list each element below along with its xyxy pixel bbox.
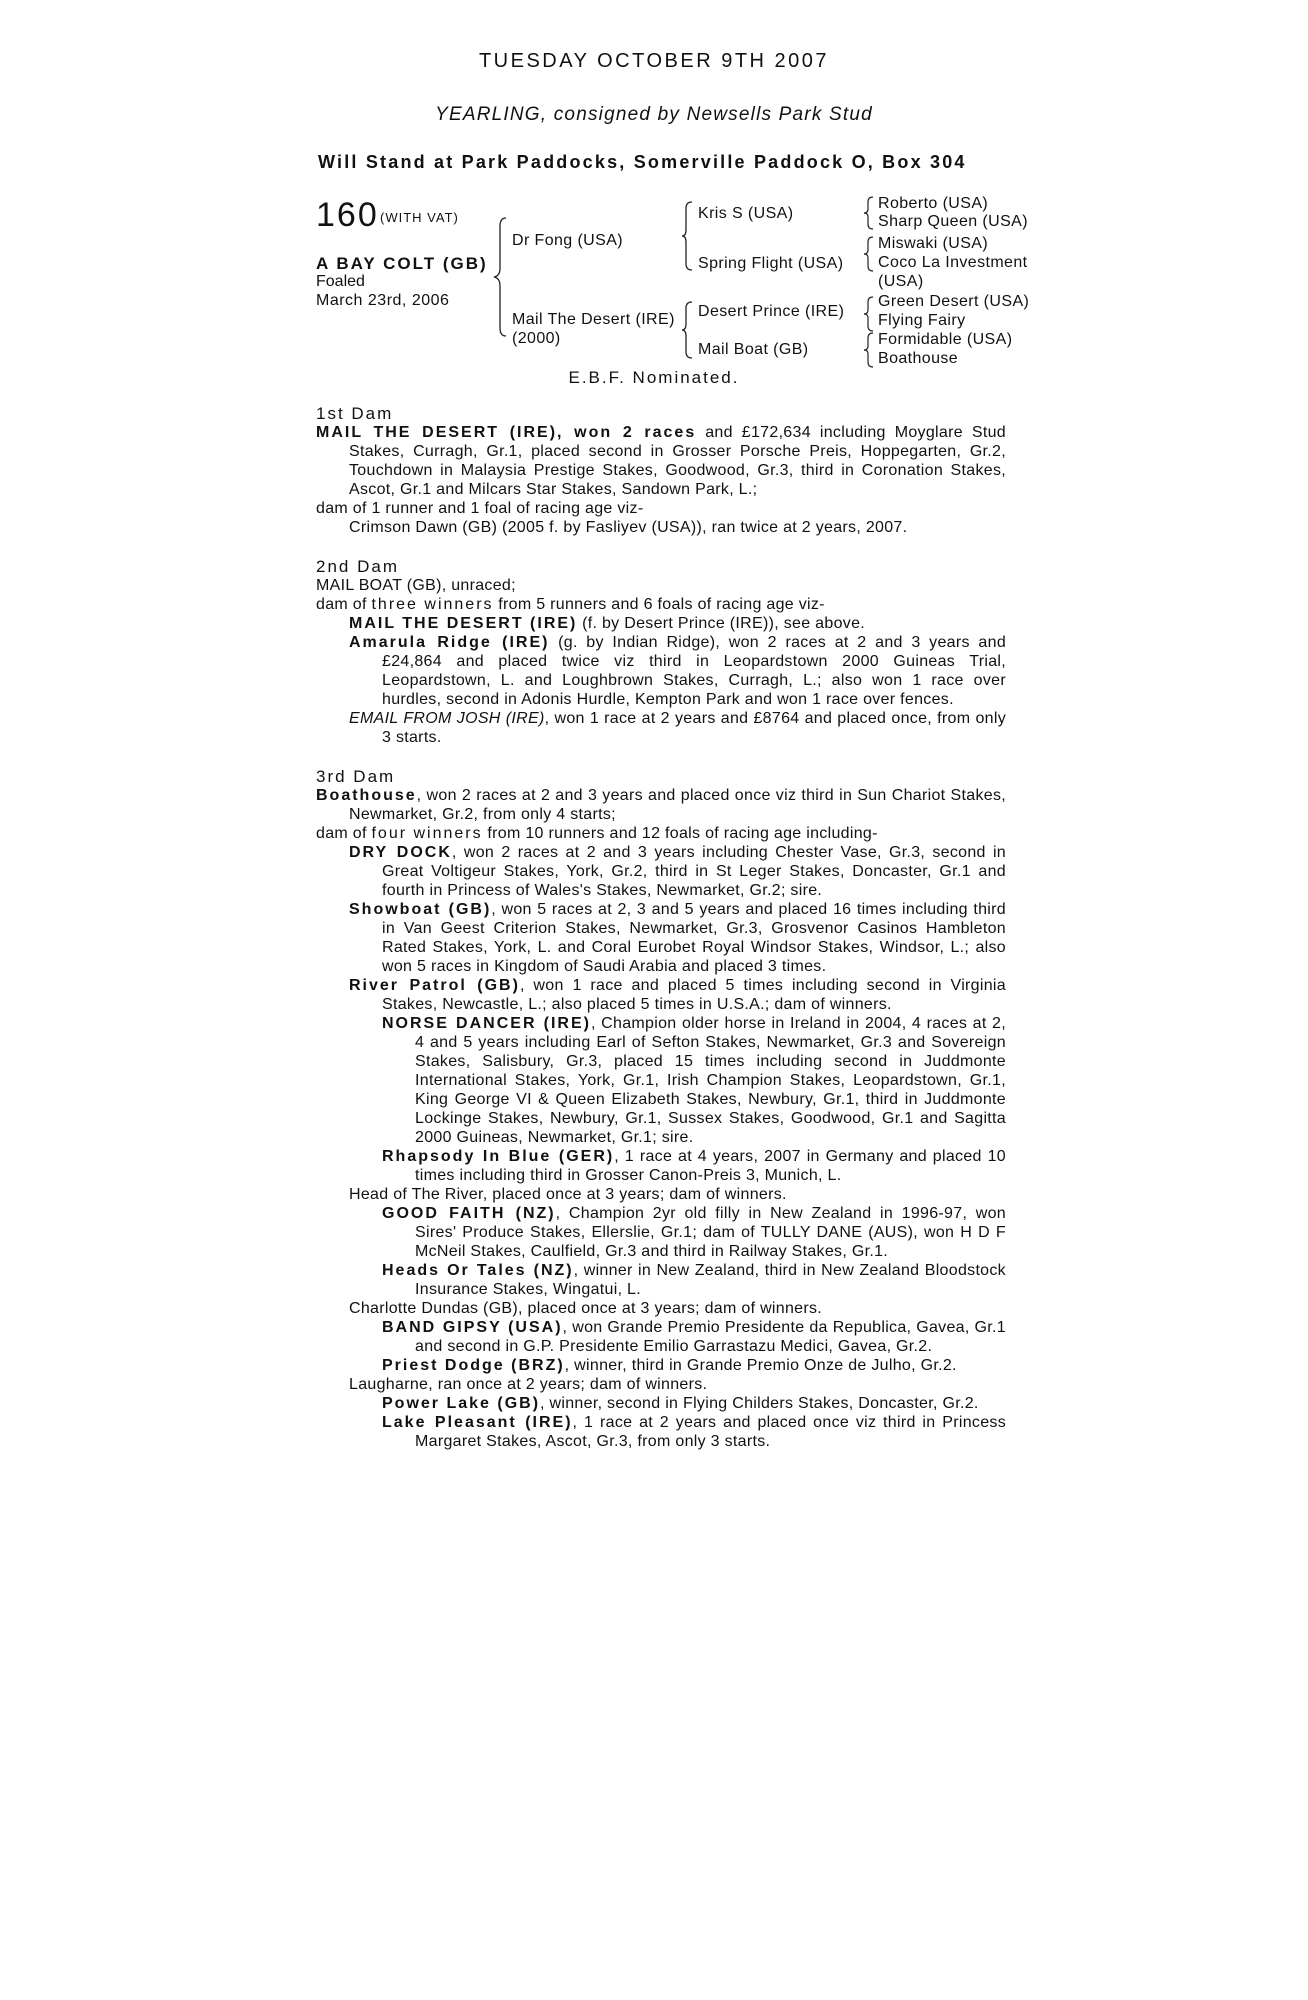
produce-text: (f. by Desert Prince (IRE)), see above. bbox=[577, 615, 866, 632]
granddam-3: Flying Fairy bbox=[878, 312, 966, 329]
list-item bbox=[316, 1261, 1006, 1299]
produce-name: NORSE DANCER (IRE) bbox=[382, 1015, 591, 1032]
produce-suffix: from 10 runners and 12 foals of racing age including- bbox=[482, 825, 878, 842]
first-dam-record bbox=[316, 423, 1006, 499]
third-dam-text: , won 2 races at 2 and 3 years and placed once viz third in Sun Chariot Stakes, Newmarket, Gr.2, from only 4 starts; bbox=[349, 787, 1006, 823]
dam-dam: Mail Boat (GB) bbox=[698, 341, 809, 358]
horse-description: A BAY COLT (GB) bbox=[316, 254, 488, 273]
produce-text: , won 1 race and placed 5 times including second in Virginia Stakes, Newcastle, L.; also placed 5 times in U.S.A.; dam of winners. bbox=[382, 977, 1006, 1013]
pedigree-brace-dam bbox=[680, 300, 696, 360]
third-dam-record bbox=[316, 786, 1006, 824]
dam-sire: Desert Prince (IRE) bbox=[698, 303, 845, 320]
first-dam-produce: Crimson Dawn (GB) (2005 f. by Fasliyev (USA)), ran twice at 2 years, 2007. bbox=[349, 519, 908, 536]
produce-text: , won 1 race at 2 years and £8764 and placed once, from only 3 starts. bbox=[382, 710, 1007, 746]
produce-name: EMAIL FROM JOSH (IRE) bbox=[349, 710, 545, 727]
lot-number: 160 bbox=[316, 196, 379, 234]
second-dam-record: MAIL BOAT (GB), unraced; bbox=[316, 577, 516, 594]
second-dam-heading: 2nd Dam bbox=[316, 557, 399, 576]
list-item bbox=[316, 900, 1006, 976]
grandsire-4: Formidable (USA) bbox=[878, 331, 1013, 348]
list-item bbox=[316, 614, 1006, 633]
produce-text: , 1 race at 4 years, 2007 in Germany and placed 10 times including third in Grosser Canon-Preis 3, Munich, L. bbox=[415, 1148, 1006, 1184]
third-dam-name: Boathouse bbox=[316, 787, 417, 804]
winner-count: three winners bbox=[371, 596, 494, 613]
foaled-date: March 23rd, 2006 bbox=[316, 292, 450, 309]
dam-year: (2000) bbox=[512, 330, 561, 347]
winner-count: four winners bbox=[371, 825, 483, 842]
list-item bbox=[316, 1356, 1006, 1375]
first-dam-text: and £172,634 including Moyglare Stud Stakes, Curragh, Gr.1, placed second in Grosser Porsche Preis, Hoppegarten, Gr.2, Touchdown in Malaysia Prestige Stakes, Goodwood, Gr.3, third in Coronation Stakes, Ascot, Gr.1 and Milcars Star Stakes, Sandown Park, L.; bbox=[349, 424, 1006, 498]
produce-name: GOOD FAITH (NZ) bbox=[382, 1205, 556, 1222]
produce-name: MAIL THE DESERT (IRE) bbox=[349, 615, 578, 632]
sire-dam: Spring Flight (USA) bbox=[698, 255, 844, 272]
pedigree-brace-g2 bbox=[862, 236, 876, 272]
produce-text: , winner, third in Grande Premio Onze de Julho, Gr.2. bbox=[564, 1357, 957, 1374]
pedigree-brace-sire bbox=[680, 200, 696, 272]
dam: Mail The Desert (IRE) bbox=[512, 311, 675, 328]
consignor-line: YEARLING, consigned by Newsells Park Stud bbox=[435, 104, 873, 125]
grandsire-2: Miswaki (USA) bbox=[878, 235, 989, 252]
third-dam-heading: 3rd Dam bbox=[316, 767, 396, 786]
list-item bbox=[316, 1014, 1006, 1147]
catalogue-body bbox=[316, 404, 1006, 1451]
first-dam-heading: 1st Dam bbox=[316, 404, 394, 423]
produce-text: Laugharne, ran once at 2 years; dam of winners. bbox=[349, 1376, 708, 1393]
vat-note: (WITH VAT) bbox=[380, 210, 459, 225]
produce-name: Power Lake (GB) bbox=[382, 1395, 541, 1412]
produce-text: , won Grande Premio Presidente da Republica, Gavea, Gr.1 and second in G.P. Presidente Emilio Garrastazu Medici, Gavea, Gr.2. bbox=[415, 1319, 1006, 1355]
pedigree-brace-main bbox=[492, 216, 512, 338]
list-item bbox=[316, 1185, 1006, 1204]
produce-name: Rhapsody In Blue (GER) bbox=[382, 1148, 615, 1165]
list-item bbox=[316, 1204, 1006, 1261]
list-item bbox=[316, 1318, 1006, 1356]
produce-name: Lake Pleasant (IRE) bbox=[382, 1414, 573, 1431]
produce-name: Heads Or Tales (NZ) bbox=[382, 1262, 574, 1279]
third-dam-produce-line bbox=[316, 824, 1006, 843]
granddam-2: Coco La Investment bbox=[878, 254, 1028, 271]
produce-prefix: dam of bbox=[316, 825, 372, 842]
granddam-1: Sharp Queen (USA) bbox=[878, 213, 1028, 230]
list-item bbox=[316, 633, 1006, 709]
produce-text: , 1 race at 2 years and placed once viz third in Princess Margaret Stakes, Ascot, Gr.3, from only 3 starts. bbox=[415, 1414, 1006, 1450]
produce-name: DRY DOCK bbox=[349, 844, 452, 861]
produce-text: Head of The River, placed once at 3 years; dam of winners. bbox=[349, 1186, 787, 1203]
pedigree-brace-g4 bbox=[862, 332, 876, 368]
granddam-4: Boathouse bbox=[878, 350, 959, 367]
produce-text: , winner in New Zealand, third in New Zealand Bloodstock Insurance Stakes, Wingatui, L. bbox=[415, 1262, 1006, 1298]
produce-name: Priest Dodge (BRZ) bbox=[382, 1357, 565, 1374]
produce-text: , winner, second in Flying Childers Stakes, Doncaster, Gr.2. bbox=[540, 1395, 979, 1412]
sire: Dr Fong (USA) bbox=[512, 232, 623, 249]
list-item bbox=[316, 1147, 1006, 1185]
produce-text: Charlotte Dundas (GB), placed once at 3 years; dam of winners. bbox=[349, 1300, 823, 1317]
produce-text: , Champion older horse in Ireland in 2004, 4 races at 2, 4 and 5 years including Earl of Sefton Stakes, Newmarket, Gr.3 and Sovereign Stakes, Salisbury, Gr.3, placed 15 times including second in Juddmonte International Stakes, York, Gr.1, Irish Champion Stakes, Leopardstown, Gr.1, King George VI & Queen Elizabeth Stakes, Newbury, Gr.1, third in Juddmonte Lockinge Stakes, Newbury, Gr.1, Sussex Stakes, Goodwood, Gr.1 and Sagitta 2000 Guineas, Newmarket, Gr.1; sire. bbox=[415, 1015, 1006, 1146]
grandsire-1: Roberto (USA) bbox=[878, 195, 989, 212]
third-dam-produce-list bbox=[316, 843, 1006, 1451]
produce-name: BAND GIPSY (USA) bbox=[382, 1319, 563, 1336]
list-item bbox=[316, 1413, 1006, 1451]
list-item bbox=[316, 1299, 1006, 1318]
first-dam-name: MAIL THE DESERT (IRE), won 2 races bbox=[316, 424, 697, 441]
pedigree-brace-g3 bbox=[862, 296, 876, 332]
produce-text: , Champion 2yr old filly in New Zealand in 1996-97, won Sires' Produce Stakes, Ellerslie, Gr.1; dam of TULLY DANE (AUS), won H D F McNeil Stakes, Caulfield, Gr.3 and third in Railway Stakes, Gr.1. bbox=[415, 1205, 1006, 1260]
second-dam-produce-line bbox=[316, 595, 1006, 614]
sale-date: TUESDAY OCTOBER 9TH 2007 bbox=[478, 50, 830, 72]
ebf-nominated: E.B.F. Nominated. bbox=[568, 368, 740, 387]
grandsire-3: Green Desert (USA) bbox=[878, 293, 1030, 310]
produce-name: Amarula Ridge (IRE) bbox=[349, 634, 550, 651]
list-item bbox=[316, 843, 1006, 900]
pedigree-brace-g1 bbox=[862, 196, 876, 230]
produce-prefix: dam of bbox=[316, 596, 372, 613]
stabling-location: Will Stand at Park Paddocks, Somerville Paddock O, Box 304 bbox=[318, 152, 967, 172]
list-item bbox=[316, 1394, 1006, 1413]
first-dam-produce-line: dam of 1 runner and 1 foal of racing age viz- bbox=[316, 500, 644, 517]
granddam-2-country: (USA) bbox=[878, 273, 924, 290]
produce-name: River Patrol (GB) bbox=[349, 977, 520, 994]
produce-name: Showboat (GB) bbox=[349, 901, 492, 918]
list-item bbox=[316, 976, 1006, 1014]
produce-text: , won 5 races at 2, 3 and 5 years and placed 16 times including third in Van Geest Criterion Stakes, Newmarket, Gr.3, Grosvenor Casinos Hambleton Rated Stakes, York, L. and Coral Eurobet Royal Windsor Stakes, Windsor, L.; also won 5 races in Kingdom of Saudi Arabia and placed 3 times. bbox=[382, 901, 1006, 975]
list-item bbox=[316, 709, 1006, 747]
foaled-label: Foaled bbox=[316, 273, 365, 290]
produce-text: (g. by Indian Ridge), won 2 races at 2 and 3 years and £24,864 and placed twice viz third in Leopardstown 2000 Guineas Trial, Leopardstown, L. and Loughbrown Stakes, Curragh, L.; also won 1 race over hurdles, second in Adonis Hurdle, Kempton Park and won 1 race over fences. bbox=[382, 634, 1007, 708]
sire-sire: Kris S (USA) bbox=[698, 205, 794, 222]
produce-suffix: from 5 runners and 6 foals of racing age viz- bbox=[493, 596, 825, 613]
list-item bbox=[316, 1375, 1006, 1394]
produce-text: , won 2 races at 2 and 3 years including Chester Vase, Gr.3, second in Great Voltigeur Stakes, York, Gr.2, third in St Leger Stakes, Doncaster, Gr.1 and fourth in Princess of Wales's Stakes, Newmarket, Gr.2; sire. bbox=[382, 844, 1007, 899]
